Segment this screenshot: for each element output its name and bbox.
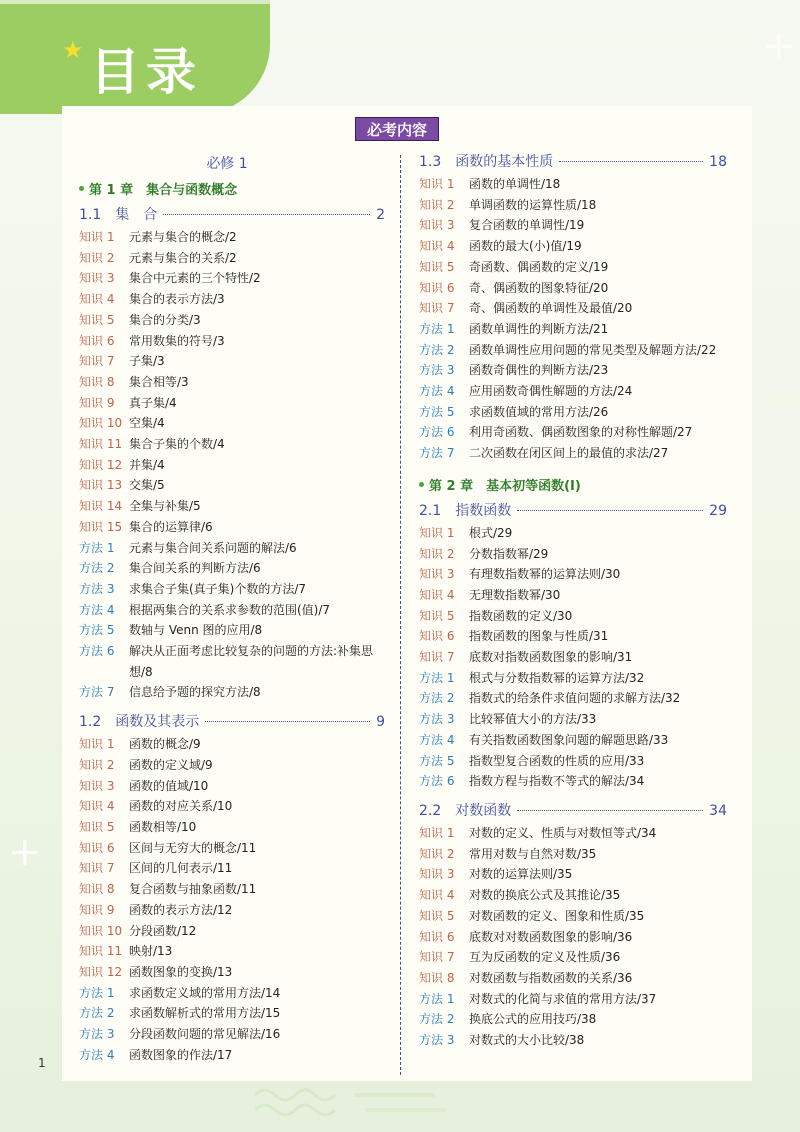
section-page: 2	[376, 207, 385, 223]
method-tag: 方法 6	[419, 774, 455, 789]
toc-entry[interactable]	[75, 858, 385, 879]
toc-entry[interactable]	[75, 434, 385, 455]
method-tag: 方法 4	[79, 1047, 115, 1062]
toc-entry[interactable]	[415, 257, 727, 278]
method-tag: 方法 4	[79, 602, 115, 617]
toc-entry[interactable]	[415, 864, 727, 885]
toc-entry[interactable]	[75, 755, 385, 776]
entry-text: 函数相等/10	[129, 819, 197, 834]
entry-text: 集合相等/3	[129, 374, 189, 389]
right-column	[415, 150, 727, 1051]
toc-entry[interactable]	[75, 817, 385, 838]
entry-text: 交集/5	[129, 478, 165, 493]
section-page: 29	[709, 502, 727, 519]
toc-entry[interactable]	[75, 641, 385, 682]
entry-text: 解决从正面考虑比较复杂的问题的方法:补集思想/8	[129, 644, 374, 679]
entry-text: 函数的定义域/9	[129, 757, 213, 772]
knowledge-tag: 知识 12	[79, 457, 123, 472]
toc-entry[interactable]	[75, 331, 385, 352]
entry-text: 常用数集的符号/3	[129, 333, 225, 348]
toc-entry[interactable]	[415, 422, 727, 443]
title-tab	[0, 0, 270, 114]
method-tag: 方法 3	[79, 1027, 115, 1042]
toc-entry[interactable]	[415, 319, 727, 340]
section-heading[interactable]	[415, 499, 727, 523]
section-title: 1.3 函数的基本性质	[419, 154, 554, 170]
entry-text: 函数的值域/10	[129, 778, 209, 793]
knowledge-tag: 知识 7	[419, 301, 455, 316]
entry-text: 函数单调性的判断方法/21	[469, 321, 609, 336]
knowledge-tag: 知识 1	[419, 177, 455, 191]
entry-text: 集合的分类/3	[129, 312, 201, 327]
toc-entry[interactable]	[75, 983, 385, 1004]
toc-entry[interactable]	[415, 771, 727, 792]
knowledge-tag: 知识 14	[79, 499, 123, 514]
toc-entry[interactable]	[415, 298, 727, 319]
knowledge-tag: 知识 4	[419, 239, 455, 254]
book-title: 必修 1	[206, 156, 248, 172]
entry-text: 函数的单调性/18	[469, 177, 561, 191]
toc-entry[interactable]	[415, 709, 727, 730]
toc-entry[interactable]	[415, 647, 727, 668]
method-tag: 方法 3	[419, 1033, 455, 1048]
knowledge-tag: 知识 1	[79, 230, 115, 244]
entry-text: 集合的表示方法/3	[129, 292, 225, 307]
toc-entry[interactable]	[415, 381, 727, 402]
method-tag: 方法 3	[419, 712, 455, 727]
section-title: 2.1 指数函数	[419, 502, 512, 519]
method-tag: 方法 2	[419, 1012, 455, 1027]
toc-entry[interactable]	[75, 1045, 385, 1066]
entry-text: 元素与集合间关系问题的解法/6	[129, 540, 297, 555]
knowledge-tag: 知识 7	[419, 950, 455, 965]
entry-text: 对数的运算法则/35	[469, 867, 573, 882]
toc-entry[interactable]	[415, 968, 727, 989]
section-page: 9	[376, 714, 385, 731]
entry-text: 空集/4	[129, 416, 165, 431]
entry-text: 集合子集的个数/4	[129, 437, 225, 452]
entry-text: 有关指数函数图象问题的解题思路/33	[469, 732, 669, 747]
method-tag: 方法 2	[419, 691, 455, 706]
entry-text: 对数的定义、性质与对数恒等式/34	[469, 825, 657, 840]
entry-text: 对数式的化简与求值的常用方法/37	[469, 991, 657, 1006]
page-title: 目录	[90, 43, 202, 101]
toc-entry[interactable]	[415, 947, 727, 968]
knowledge-tag: 知识 1	[419, 525, 455, 540]
entry-text: 函数的表示方法/12	[129, 902, 233, 917]
toc-entry[interactable]	[75, 579, 385, 600]
toc-entry[interactable]	[415, 1009, 727, 1030]
toc-entry[interactable]	[75, 921, 385, 942]
toc-entry[interactable]	[415, 564, 727, 585]
knowledge-tag: 知识 5	[79, 312, 115, 327]
toc-entry[interactable]	[415, 278, 727, 299]
entry-text: 二次函数在闭区间上的最值的求法/27	[469, 446, 669, 461]
section-page: 34	[709, 802, 727, 819]
toc-entry[interactable]	[75, 248, 385, 269]
toc-entry[interactable]	[75, 620, 385, 641]
knowledge-tag: 知识 8	[419, 970, 455, 985]
entry-text: 求函数解析式的常用方法/15	[129, 1006, 281, 1021]
toc-entry[interactable]	[75, 838, 385, 859]
knowledge-tag: 知识 4	[419, 888, 455, 903]
method-tag: 方法 5	[419, 404, 455, 419]
toc-entry[interactable]	[415, 402, 727, 423]
entry-text: 互为反函数的定义及性质/36	[469, 950, 621, 965]
method-tag: 方法 2	[419, 342, 455, 357]
toc-entry[interactable]	[75, 776, 385, 797]
knowledge-tag: 知识 11	[79, 944, 123, 959]
entry-text: 奇、偶函数的图象特征/20	[469, 280, 609, 295]
section-title: 1.1 集 合	[79, 207, 158, 223]
knowledge-tag: 知识 5	[419, 259, 455, 274]
toc-entry[interactable]	[415, 523, 727, 544]
knowledge-tag: 知识 3	[419, 867, 455, 882]
toc-entry[interactable]	[415, 844, 727, 865]
toc-entry[interactable]	[415, 340, 727, 361]
entry-text: 元素与集合的关系/2	[129, 250, 237, 265]
entry-text: 比较幂值大小的方法/33	[469, 712, 597, 727]
section-page: 18	[709, 154, 727, 170]
column-divider	[400, 155, 401, 1075]
toc-entry[interactable]	[75, 1024, 385, 1045]
left-column	[75, 150, 385, 1065]
knowledge-tag: 知识 8	[79, 374, 115, 389]
entry-text: 函数单调性应用问题的常见类型及解题方法/22	[469, 342, 717, 357]
knowledge-tag: 知识 6	[419, 280, 455, 295]
entry-text: 求函数值域的常用方法/26	[469, 404, 609, 419]
method-tag: 方法 4	[419, 732, 455, 747]
toc-entry[interactable]	[75, 496, 385, 517]
knowledge-tag: 知识 4	[79, 799, 115, 814]
method-tag: 方法 2	[79, 1006, 115, 1021]
dot-leader	[517, 510, 703, 511]
knowledge-tag: 知识 11	[79, 437, 123, 452]
entry-text: 真子集/4	[129, 395, 177, 410]
entry-text: 应用函数奇偶性解题的方法/24	[469, 384, 633, 399]
entry-text: 复合函数与抽象函数/11	[129, 882, 257, 897]
toc-entry[interactable]	[75, 900, 385, 921]
toc-entry[interactable]	[415, 215, 727, 236]
toc-entry[interactable]	[75, 682, 385, 703]
entry-text: 对数式的大小比较/38	[469, 1033, 585, 1048]
knowledge-tag: 知识 6	[79, 840, 115, 855]
toc-entry[interactable]	[75, 413, 385, 434]
knowledge-tag: 知识 12	[79, 964, 123, 979]
toc-entry[interactable]	[415, 544, 727, 565]
entry-text: 指数型复合函数的性质的应用/33	[469, 753, 645, 768]
toc-entry[interactable]	[75, 558, 385, 579]
page-number: 1	[38, 1056, 46, 1070]
entry-text: 元素与集合的概念/2	[129, 230, 237, 244]
toc-entry[interactable]	[75, 796, 385, 817]
toc-entry[interactable]	[75, 372, 385, 393]
toc-entry[interactable]	[415, 885, 727, 906]
entry-text: 信息给予题的探究方法/8	[129, 685, 261, 700]
entry-text: 集合中元素的三个特性/2	[129, 271, 261, 286]
dot-leader	[517, 810, 703, 811]
entry-text: 对数函数的定义、图象和性质/35	[469, 908, 645, 923]
method-tag: 方法 5	[419, 753, 455, 768]
method-tag: 方法 1	[419, 321, 455, 336]
entry-text: 对数函数与指数函数的关系/36	[469, 970, 633, 985]
toc-entry[interactable]	[75, 475, 385, 496]
toc-entry[interactable]	[75, 600, 385, 621]
plus-decoration: +	[762, 23, 796, 69]
method-tag: 方法 6	[419, 425, 455, 440]
entry-text: 函数图象的作法/17	[129, 1047, 233, 1062]
entry-text: 函数的对应关系/10	[129, 799, 233, 814]
bullet-icon	[419, 482, 424, 487]
entry-text: 利用奇函数、偶函数图象的对称性解题/27	[469, 425, 693, 440]
method-tag: 方法 5	[79, 623, 115, 638]
knowledge-tag: 知识 5	[419, 608, 455, 623]
entry-text: 无理数指数幂/30	[469, 587, 561, 602]
entry-text: 分段函数/12	[129, 923, 197, 938]
knowledge-tag: 知识 9	[79, 902, 115, 917]
entry-text: 函数图象的变换/13	[129, 964, 233, 979]
chapter-heading[interactable]	[415, 474, 727, 499]
entry-text: 函数的概念/9	[129, 737, 201, 752]
entry-text: 奇、偶函数的单调性及最值/20	[469, 301, 633, 316]
bullet-icon	[79, 186, 84, 191]
toc-entry[interactable]	[75, 393, 385, 414]
dot-leader	[205, 721, 370, 722]
dot-leader	[559, 161, 703, 162]
section-banner: 必考内容	[355, 117, 439, 141]
knowledge-tag: 知识 6	[79, 333, 115, 348]
knowledge-tag: 知识 15	[79, 519, 123, 534]
knowledge-tag: 知识 3	[419, 567, 455, 582]
knowledge-tag: 知识 2	[79, 757, 115, 772]
entry-text: 区间的几何表示/11	[129, 861, 233, 876]
entry-text: 分数指数幂/29	[469, 546, 549, 561]
toc-entry[interactable]	[415, 730, 727, 751]
toc-entry[interactable]	[75, 962, 385, 983]
entry-text: 求集合子集(真子集)个数的方法/7	[129, 581, 307, 596]
entry-text: 区间与无穷大的概念/11	[129, 840, 257, 855]
entry-text: 复合函数的单调性/19	[469, 218, 585, 233]
entry-text: 集合间关系的判断方法/6	[129, 561, 261, 576]
knowledge-tag: 知识 3	[79, 271, 115, 286]
toc-entry[interactable]	[415, 989, 727, 1010]
entry-text: 集合的运算律/6	[129, 519, 213, 534]
wave-decoration	[255, 1085, 455, 1125]
section-title: 1.2 函数及其表示	[79, 714, 200, 731]
knowledge-tag: 知识 10	[79, 923, 123, 938]
dot-leader	[163, 214, 370, 215]
section-title: 2.2 对数函数	[419, 802, 512, 819]
entry-text: 奇函数、偶函数的定义/19	[469, 259, 609, 274]
toc-entry[interactable]	[75, 517, 385, 538]
method-tag: 方法 2	[79, 561, 115, 576]
entry-text: 指数式的给条件求值问题的求解方法/32	[469, 691, 681, 706]
toc-entry[interactable]	[415, 688, 727, 709]
knowledge-tag: 知识 1	[419, 825, 455, 840]
toc-entry[interactable]	[75, 268, 385, 289]
knowledge-tag: 知识 2	[79, 250, 115, 265]
entry-text: 并集/4	[129, 457, 165, 472]
entry-text: 单调函数的运算性质/18	[469, 197, 597, 212]
section-heading[interactable]	[75, 710, 385, 734]
chapter-label: 第 2 章 基本初等函数(Ⅰ)	[429, 478, 581, 494]
section-heading[interactable]	[415, 799, 727, 823]
entry-text: 底数对对数函数图象的影响/36	[469, 929, 633, 944]
method-tag: 方法 7	[79, 685, 115, 700]
knowledge-tag: 知识 2	[419, 846, 455, 861]
toc-entry[interactable]	[75, 227, 385, 248]
knowledge-tag: 知识 7	[79, 354, 115, 369]
entry-text: 指数函数的图象与性质/31	[469, 629, 609, 644]
toc-entry[interactable]	[75, 1003, 385, 1024]
star-icon: ★	[62, 36, 84, 64]
method-tag: 方法 6	[79, 644, 115, 659]
entry-text: 根式/29	[469, 525, 513, 540]
method-tag: 方法 1	[419, 670, 455, 685]
toc-entry[interactable]	[75, 879, 385, 900]
knowledge-tag: 知识 5	[79, 819, 115, 834]
chapter-heading[interactable]	[75, 178, 385, 203]
entry-text: 常用对数与自然对数/35	[469, 846, 597, 861]
knowledge-tag: 知识 13	[79, 478, 123, 493]
knowledge-tag: 知识 9	[79, 395, 115, 410]
entry-text: 数轴与 Venn 图的应用/8	[129, 623, 263, 638]
toc-entry[interactable]	[415, 751, 727, 772]
knowledge-tag: 知识 10	[79, 416, 123, 431]
entry-text: 指数方程与指数不等式的解法/34	[469, 774, 645, 789]
knowledge-tag: 知识 3	[79, 778, 115, 793]
entry-text: 全集与补集/5	[129, 499, 201, 514]
method-tag: 方法 4	[419, 384, 455, 399]
method-tag: 方法 3	[419, 363, 455, 378]
entry-text: 映射/13	[129, 944, 173, 959]
entry-text: 子集/3	[129, 354, 165, 369]
entry-text: 底数对指数函数图象的影响/31	[469, 650, 633, 665]
knowledge-tag: 知识 3	[419, 218, 455, 233]
method-tag: 方法 1	[79, 540, 115, 555]
knowledge-tag: 知识 7	[419, 650, 455, 665]
toc-entry[interactable]	[75, 310, 385, 331]
toc-entry[interactable]	[415, 174, 727, 195]
knowledge-tag: 知识 5	[419, 908, 455, 923]
knowledge-tag: 知识 1	[79, 737, 115, 752]
toc-entry[interactable]	[415, 236, 727, 257]
method-tag: 方法 7	[419, 446, 455, 461]
entry-text: 函数的最大(小)值/19	[469, 239, 582, 254]
knowledge-tag: 知识 4	[79, 292, 115, 307]
toc-entry[interactable]	[415, 195, 727, 216]
toc-entry[interactable]	[415, 626, 727, 647]
entry-text: 根式与分数指数幂的运算方法/32	[469, 670, 645, 685]
toc-entry[interactable]	[415, 585, 727, 606]
entry-text: 对数的换底公式及其推论/35	[469, 888, 621, 903]
entry-text: 换底公式的应用技巧/38	[469, 1012, 597, 1027]
knowledge-tag: 知识 8	[79, 882, 115, 897]
plus-decoration: +	[8, 829, 42, 875]
entry-text: 函数奇偶性的判断方法/23	[469, 363, 609, 378]
toc-entry[interactable]	[75, 351, 385, 372]
chapter-label: 第 1 章 集合与函数概念	[89, 183, 238, 198]
entry-text: 求函数定义域的常用方法/14	[129, 985, 281, 1000]
toc-entry[interactable]	[75, 538, 385, 559]
entry-text: 指数函数的定义/30	[469, 608, 573, 623]
toc-entry[interactable]	[415, 906, 727, 927]
toc-entry[interactable]	[415, 360, 727, 381]
entry-text: 根据两集合的关系求参数的范围(值)/7	[129, 602, 331, 617]
knowledge-tag: 知识 2	[419, 197, 455, 212]
toc-entry[interactable]	[415, 1030, 727, 1051]
knowledge-tag: 知识 6	[419, 629, 455, 644]
method-tag: 方法 1	[419, 991, 455, 1006]
knowledge-tag: 知识 4	[419, 587, 455, 602]
toc-entry[interactable]	[75, 455, 385, 476]
toc-entry[interactable]	[415, 823, 727, 844]
entry-text: 有理数指数幂的运算法则/30	[469, 567, 621, 582]
toc-entry[interactable]	[415, 668, 727, 689]
method-tag: 方法 3	[79, 581, 115, 596]
entry-text: 分段函数问题的常见解法/16	[129, 1027, 281, 1042]
section-heading[interactable]	[415, 150, 727, 174]
toc-entry[interactable]	[415, 443, 727, 464]
method-tag: 方法 1	[79, 985, 115, 1000]
knowledge-tag: 知识 2	[419, 546, 455, 561]
toc-entry[interactable]	[415, 606, 727, 627]
knowledge-tag: 知识 7	[79, 861, 115, 876]
knowledge-tag: 知识 6	[419, 929, 455, 944]
toc-entry[interactable]	[415, 927, 727, 948]
toc-entry[interactable]	[75, 734, 385, 755]
section-heading[interactable]	[75, 203, 385, 227]
toc-entry[interactable]	[75, 289, 385, 310]
toc-entry[interactable]	[75, 941, 385, 962]
